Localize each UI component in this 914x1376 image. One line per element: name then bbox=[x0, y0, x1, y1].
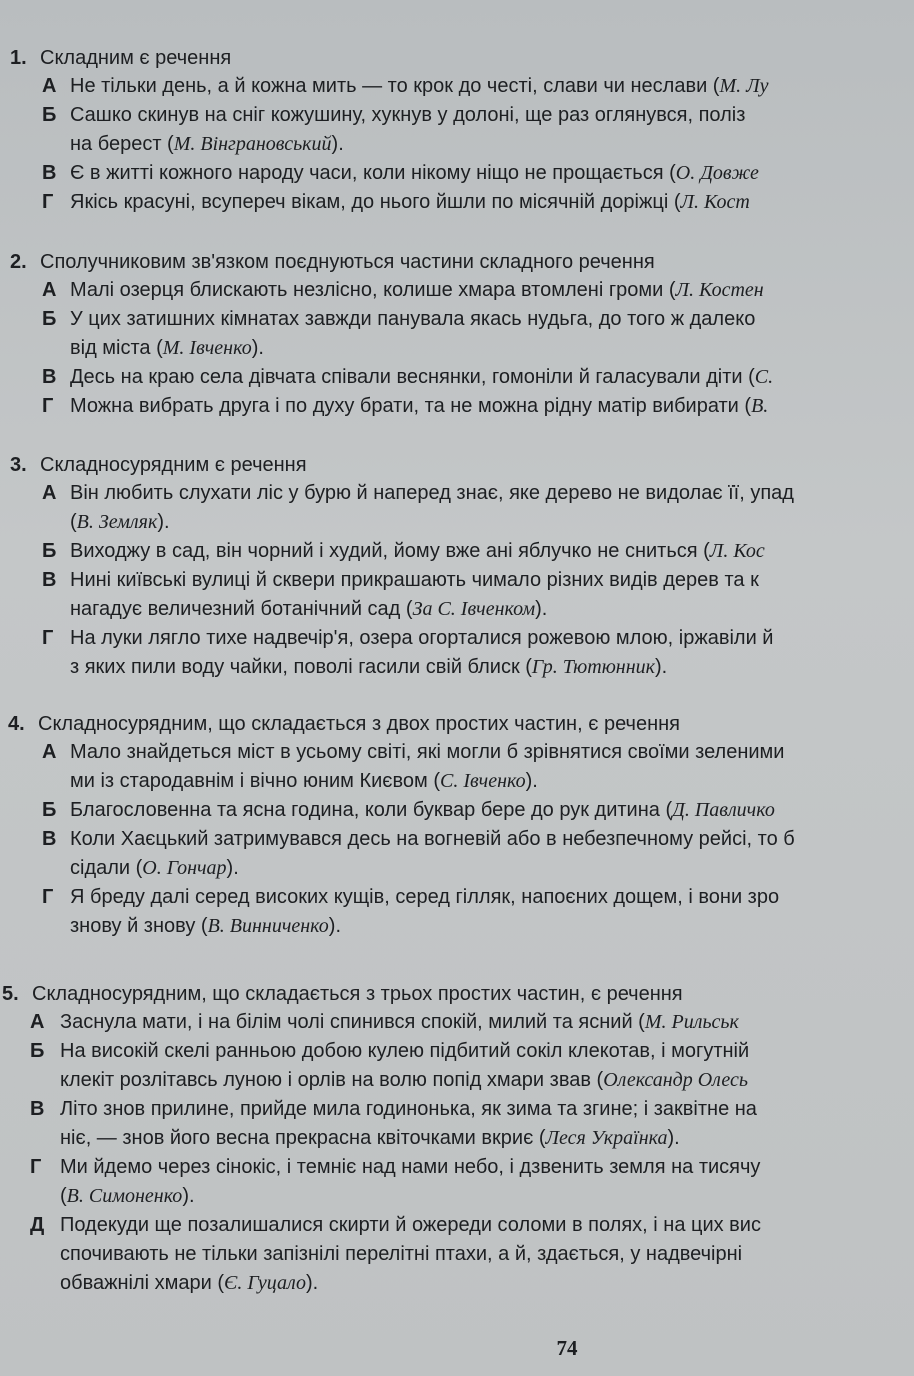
question-text: Сполучниковим зв'язком поєднуються частини складного речення bbox=[40, 251, 655, 273]
option-v bbox=[0, 159, 914, 188]
option-text: ). bbox=[328, 915, 341, 937]
option-g-continuation bbox=[0, 1182, 914, 1211]
option-text: ніє, — знов його весна прекрасна квіточками вкриє ( bbox=[60, 1127, 546, 1149]
question-text: Складним є речення bbox=[40, 47, 232, 69]
option-text: Заснула мати, і на білім чолі спинився спокій, милий та ясний ( bbox=[60, 1011, 645, 1033]
author: М. Вінграновський bbox=[173, 133, 332, 155]
option-b bbox=[0, 796, 914, 825]
option-text: ). bbox=[182, 1185, 195, 1207]
question-title bbox=[0, 44, 914, 72]
question-2 bbox=[0, 248, 914, 421]
option-text: На високій скелі ранньою добою кулею підбитий сокіл клекотав, і могутній bbox=[60, 1040, 750, 1062]
question-number: 5. bbox=[2, 983, 19, 1005]
question-3 bbox=[0, 451, 914, 682]
option-letter: В bbox=[42, 162, 57, 184]
option-b-continuation bbox=[0, 130, 914, 159]
option-letter: Б bbox=[30, 1040, 45, 1062]
author: В. Земляк bbox=[76, 511, 158, 533]
option-text: Якісь красуні, всупереч вікам, до нього йшли по місячній доріжці ( bbox=[70, 191, 681, 213]
question-1 bbox=[0, 44, 914, 217]
question-title bbox=[0, 980, 914, 1008]
option-text: Не тільки день, а й кожна мить — то крок до честі, слави чи неслави ( bbox=[70, 75, 720, 97]
option-text: Коли Хаєцький затримувався десь на вогневій або в небезпечному рейсі, то б bbox=[70, 828, 795, 850]
option-text: спочивають не тільки запізнілі перелітні птахи, а й, здається, у надвечірні bbox=[60, 1243, 743, 1265]
author: В. Симоненко bbox=[66, 1185, 183, 1207]
option-b bbox=[0, 305, 914, 334]
option-letter: А bbox=[42, 741, 57, 763]
option-b-continuation bbox=[0, 1066, 914, 1095]
option-letter: А bbox=[42, 75, 57, 97]
option-text: ). bbox=[331, 133, 344, 155]
question-4 bbox=[0, 710, 914, 941]
option-text: Ми йдемо через сінокіс, і темніє над нами небо, і дзвенить земля на тисячу bbox=[60, 1156, 761, 1178]
option-letter: В bbox=[30, 1098, 45, 1120]
author: О. Довже bbox=[675, 162, 759, 184]
option-g-continuation bbox=[0, 653, 914, 682]
author: Є. Гуцало bbox=[224, 1272, 307, 1294]
option-text: Подекуди ще позалишалися скирти й ожереди соломи в полях, і на цих вис bbox=[60, 1214, 761, 1236]
option-letter: А bbox=[42, 279, 57, 301]
option-v bbox=[0, 825, 914, 854]
question-number: 2. bbox=[10, 251, 27, 273]
option-text: ми із стародавнім і вічно юним Києвом ( bbox=[70, 770, 440, 792]
option-text: ). bbox=[655, 656, 668, 678]
option-text: Десь на краю села дівчата співали веснянки, гомоніли й галасували діти ( bbox=[70, 366, 755, 388]
option-text: Літо знов прилине, прийде мила годинонька, як зима та згине; і заквітне на bbox=[60, 1098, 757, 1120]
option-letter: Б bbox=[42, 104, 57, 126]
option-a bbox=[0, 738, 914, 767]
option-v bbox=[0, 1095, 914, 1124]
option-letter: Г bbox=[30, 1156, 42, 1178]
option-g bbox=[0, 883, 914, 912]
option-text: ). bbox=[525, 770, 538, 792]
question-title bbox=[0, 248, 914, 276]
option-text: ( bbox=[60, 1185, 67, 1207]
option-v-continuation bbox=[0, 854, 914, 883]
author: Л. Костен bbox=[675, 279, 764, 301]
author: М. Рильськ bbox=[644, 1011, 739, 1033]
option-d-continuation-2 bbox=[0, 1269, 914, 1298]
option-text: ). bbox=[226, 857, 239, 879]
question-number: 1. bbox=[10, 47, 27, 69]
option-v bbox=[0, 566, 914, 595]
option-text: ). bbox=[251, 337, 264, 359]
option-text: Сашко скинув на сніг кожушину, хукнув у долоні, ще раз оглянувся, поліз bbox=[70, 104, 746, 126]
author: М. Івченко bbox=[162, 337, 252, 359]
question-5 bbox=[0, 980, 914, 1298]
option-v-continuation bbox=[0, 595, 914, 624]
option-text: ). bbox=[157, 511, 170, 533]
author: О. Гончар bbox=[142, 857, 227, 879]
option-a bbox=[0, 1008, 914, 1037]
option-a-continuation bbox=[0, 508, 914, 537]
option-a bbox=[0, 276, 914, 305]
author: С. Івченко bbox=[439, 770, 526, 792]
option-letter: В bbox=[42, 569, 57, 591]
option-text: Благословенна та ясна година, коли буквар бере до рук дитина ( bbox=[70, 799, 673, 821]
author: За С. Івченком bbox=[412, 598, 536, 620]
page-number: 74 bbox=[556, 1336, 578, 1360]
author: В. Винниченко bbox=[207, 915, 329, 937]
question-text: Складносурядним, що складається з трьох простих частин, є речення bbox=[32, 983, 683, 1005]
author: М. Лу bbox=[719, 75, 769, 97]
option-text: Виходжу в сад, він чорний і худий, йому вже ані яблучко не сниться ( bbox=[70, 540, 710, 562]
option-letter: Г bbox=[42, 886, 54, 908]
option-text: обважнілі хмари ( bbox=[60, 1272, 225, 1294]
option-letter: А bbox=[30, 1011, 45, 1033]
option-text: Можна вибрать друга і по духу брати, та не можна рідну матір вибирати ( bbox=[70, 395, 752, 417]
option-b bbox=[0, 1037, 914, 1066]
option-letter: Г bbox=[42, 395, 54, 417]
option-text: Я бреду далі серед високих кущів, серед гілляк, напоєних дощем, і вони зро bbox=[70, 886, 780, 908]
option-text: сідали ( bbox=[70, 857, 143, 879]
question-number: 4. bbox=[8, 713, 25, 735]
option-letter: В bbox=[42, 366, 57, 388]
option-letter: Б bbox=[42, 308, 57, 330]
author: Д. Павличко bbox=[672, 799, 775, 821]
option-text: ( bbox=[70, 511, 77, 533]
option-a bbox=[0, 479, 914, 508]
question-text: Складносурядним, що складається з двох простих частин, є речення bbox=[38, 713, 681, 735]
option-g bbox=[0, 392, 914, 421]
option-text: Є в житті кожного народу часи, коли нікому ніщо не прощається ( bbox=[70, 162, 676, 184]
option-g-continuation bbox=[0, 912, 914, 941]
option-text: Малі озерця блискають незлісно, колише хмара втомлені громи ( bbox=[70, 279, 676, 301]
option-letter: А bbox=[42, 482, 57, 504]
option-letter: Б bbox=[42, 540, 57, 562]
option-d bbox=[0, 1211, 914, 1240]
option-text: від міста ( bbox=[70, 337, 163, 359]
question-title bbox=[0, 710, 914, 738]
option-text: з яких пили воду чайки, поволі гасили свій блиск ( bbox=[70, 656, 532, 678]
option-d-continuation bbox=[0, 1240, 914, 1269]
option-letter: Б bbox=[42, 799, 57, 821]
author: В. bbox=[751, 395, 769, 417]
option-a-continuation bbox=[0, 767, 914, 796]
option-text: на берест ( bbox=[70, 133, 174, 155]
option-text: клекіт розлітавсь луною і орлів на волю попід хмари звав ( bbox=[60, 1069, 604, 1091]
author: С. bbox=[754, 366, 774, 388]
option-text: нагадує величезний ботанічний сад ( bbox=[70, 598, 413, 620]
question-text: Складносурядним є речення bbox=[40, 454, 307, 476]
option-text: ). bbox=[667, 1127, 680, 1149]
option-a bbox=[0, 72, 914, 101]
option-g bbox=[0, 1153, 914, 1182]
author: Л. Кос bbox=[709, 540, 765, 562]
option-g bbox=[0, 188, 914, 217]
option-text: Мало знайдеться міст в усьому світі, які могли б зрівнятися своїми зеленими bbox=[70, 741, 785, 763]
option-b-continuation bbox=[0, 334, 914, 363]
option-text: На луки лягло тихе надвечір'я, озера огорталися рожевою млою, іржавіли й bbox=[70, 627, 774, 649]
option-letter: В bbox=[42, 828, 57, 850]
option-text: знову й знову ( bbox=[70, 915, 208, 937]
question-number: 3. bbox=[10, 454, 27, 476]
option-b bbox=[0, 101, 914, 130]
option-text: У цих затишних кімнатах завжди панувала якась нудьга, до того ж далеко bbox=[70, 308, 756, 330]
author: Олександр Олесь bbox=[603, 1069, 748, 1091]
option-text: Він любить слухати ліс у бурю й наперед знає, яке дерево не видолає її, упад bbox=[70, 482, 794, 504]
question-title bbox=[0, 451, 914, 479]
author: Гр. Тютюнник bbox=[531, 656, 655, 678]
option-letter: Д bbox=[30, 1214, 45, 1236]
option-letter: Г bbox=[42, 191, 54, 213]
option-text: ). bbox=[306, 1272, 319, 1294]
option-text: Нині київські вулиці й сквери прикрашають чимало різних видів дерев та к bbox=[70, 569, 759, 591]
option-v-continuation bbox=[0, 1124, 914, 1153]
option-g bbox=[0, 624, 914, 653]
option-letter: Г bbox=[42, 627, 54, 649]
option-text: ). bbox=[535, 598, 548, 620]
author: Л. Кост bbox=[680, 191, 750, 213]
option-b bbox=[0, 537, 914, 566]
author: Леся Українка bbox=[545, 1127, 668, 1149]
option-v bbox=[0, 363, 914, 392]
